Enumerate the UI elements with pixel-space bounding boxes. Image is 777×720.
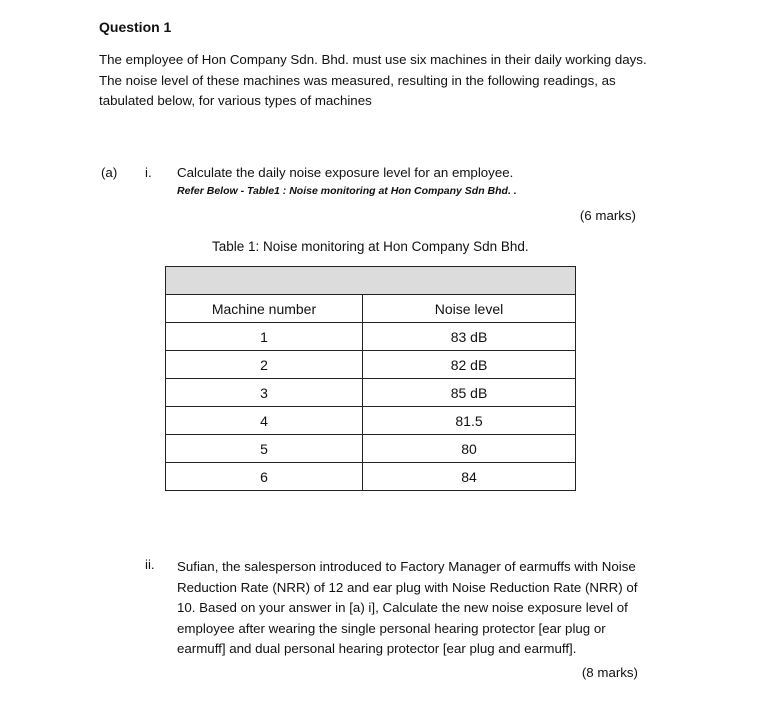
machine-number-cell: 6 (166, 463, 363, 491)
column-header-machine-number: Machine number (166, 295, 363, 323)
marks-sub-question-i: (6 marks) (579, 208, 636, 223)
machine-number-cell: 4 (166, 407, 363, 435)
sub-question-ii-text: Sufian, the salesperson introduced to Factory Manager of earmuffs with Noise Reduction Rate (NRR) of 12 and ear plug with Noise Reduction Rate (NRR) of 10. Based on your answer in [a) i], Calculate the new noise exposure level of employee after wearing the single personal hearing protector [ear plug or earmuff] and dual personal hearing protector [ear plug and earmuff]. (177, 559, 638, 656)
table-row (166, 407, 576, 435)
table-row (166, 351, 576, 379)
column-header-noise-level: Noise level (363, 295, 576, 323)
sub-question-ii-number: ii. (145, 557, 155, 572)
noise-monitoring-table (165, 266, 576, 491)
table-reference-note: Refer Below - Table1 : Noise monitoring at Hon Company Sdn Bhd. . (177, 185, 517, 197)
table-row (166, 463, 576, 491)
table-row (166, 323, 576, 351)
machine-number-cell: 3 (166, 379, 363, 407)
machine-number-cell: 2 (166, 351, 363, 379)
table-row (166, 379, 576, 407)
part-a-label: (a) (101, 165, 118, 180)
question-intro: The employee of Hon Company Sdn. Bhd. must use six machines in their daily working days. The noise level of these machines was measured, resulting in the following readings, as tabulated below, for various types of machines (99, 52, 647, 108)
noise-level-cell: 84 (363, 463, 576, 491)
marks-sub-question-ii: (8 marks) (581, 665, 638, 680)
table-caption: Table 1: Noise monitoring at Hon Company Sdn Bhd. (212, 239, 529, 254)
noise-level-cell: 80 (363, 435, 576, 463)
machine-number-cell: 1 (166, 323, 363, 351)
noise-level-cell: 83 dB (363, 323, 576, 351)
table-header-band (166, 267, 576, 295)
sub-question-i-number: i. (145, 165, 152, 180)
noise-level-cell: 85 dB (363, 379, 576, 407)
machine-number-cell: 5 (166, 435, 363, 463)
table-column-headers (166, 295, 576, 323)
question-title: Question 1 (99, 19, 172, 35)
table-row (166, 435, 576, 463)
sub-question-i-text: Calculate the daily noise exposure level for an employee. (177, 165, 514, 180)
noise-level-cell: 82 dB (363, 351, 576, 379)
noise-level-cell: 81.5 (363, 407, 576, 435)
